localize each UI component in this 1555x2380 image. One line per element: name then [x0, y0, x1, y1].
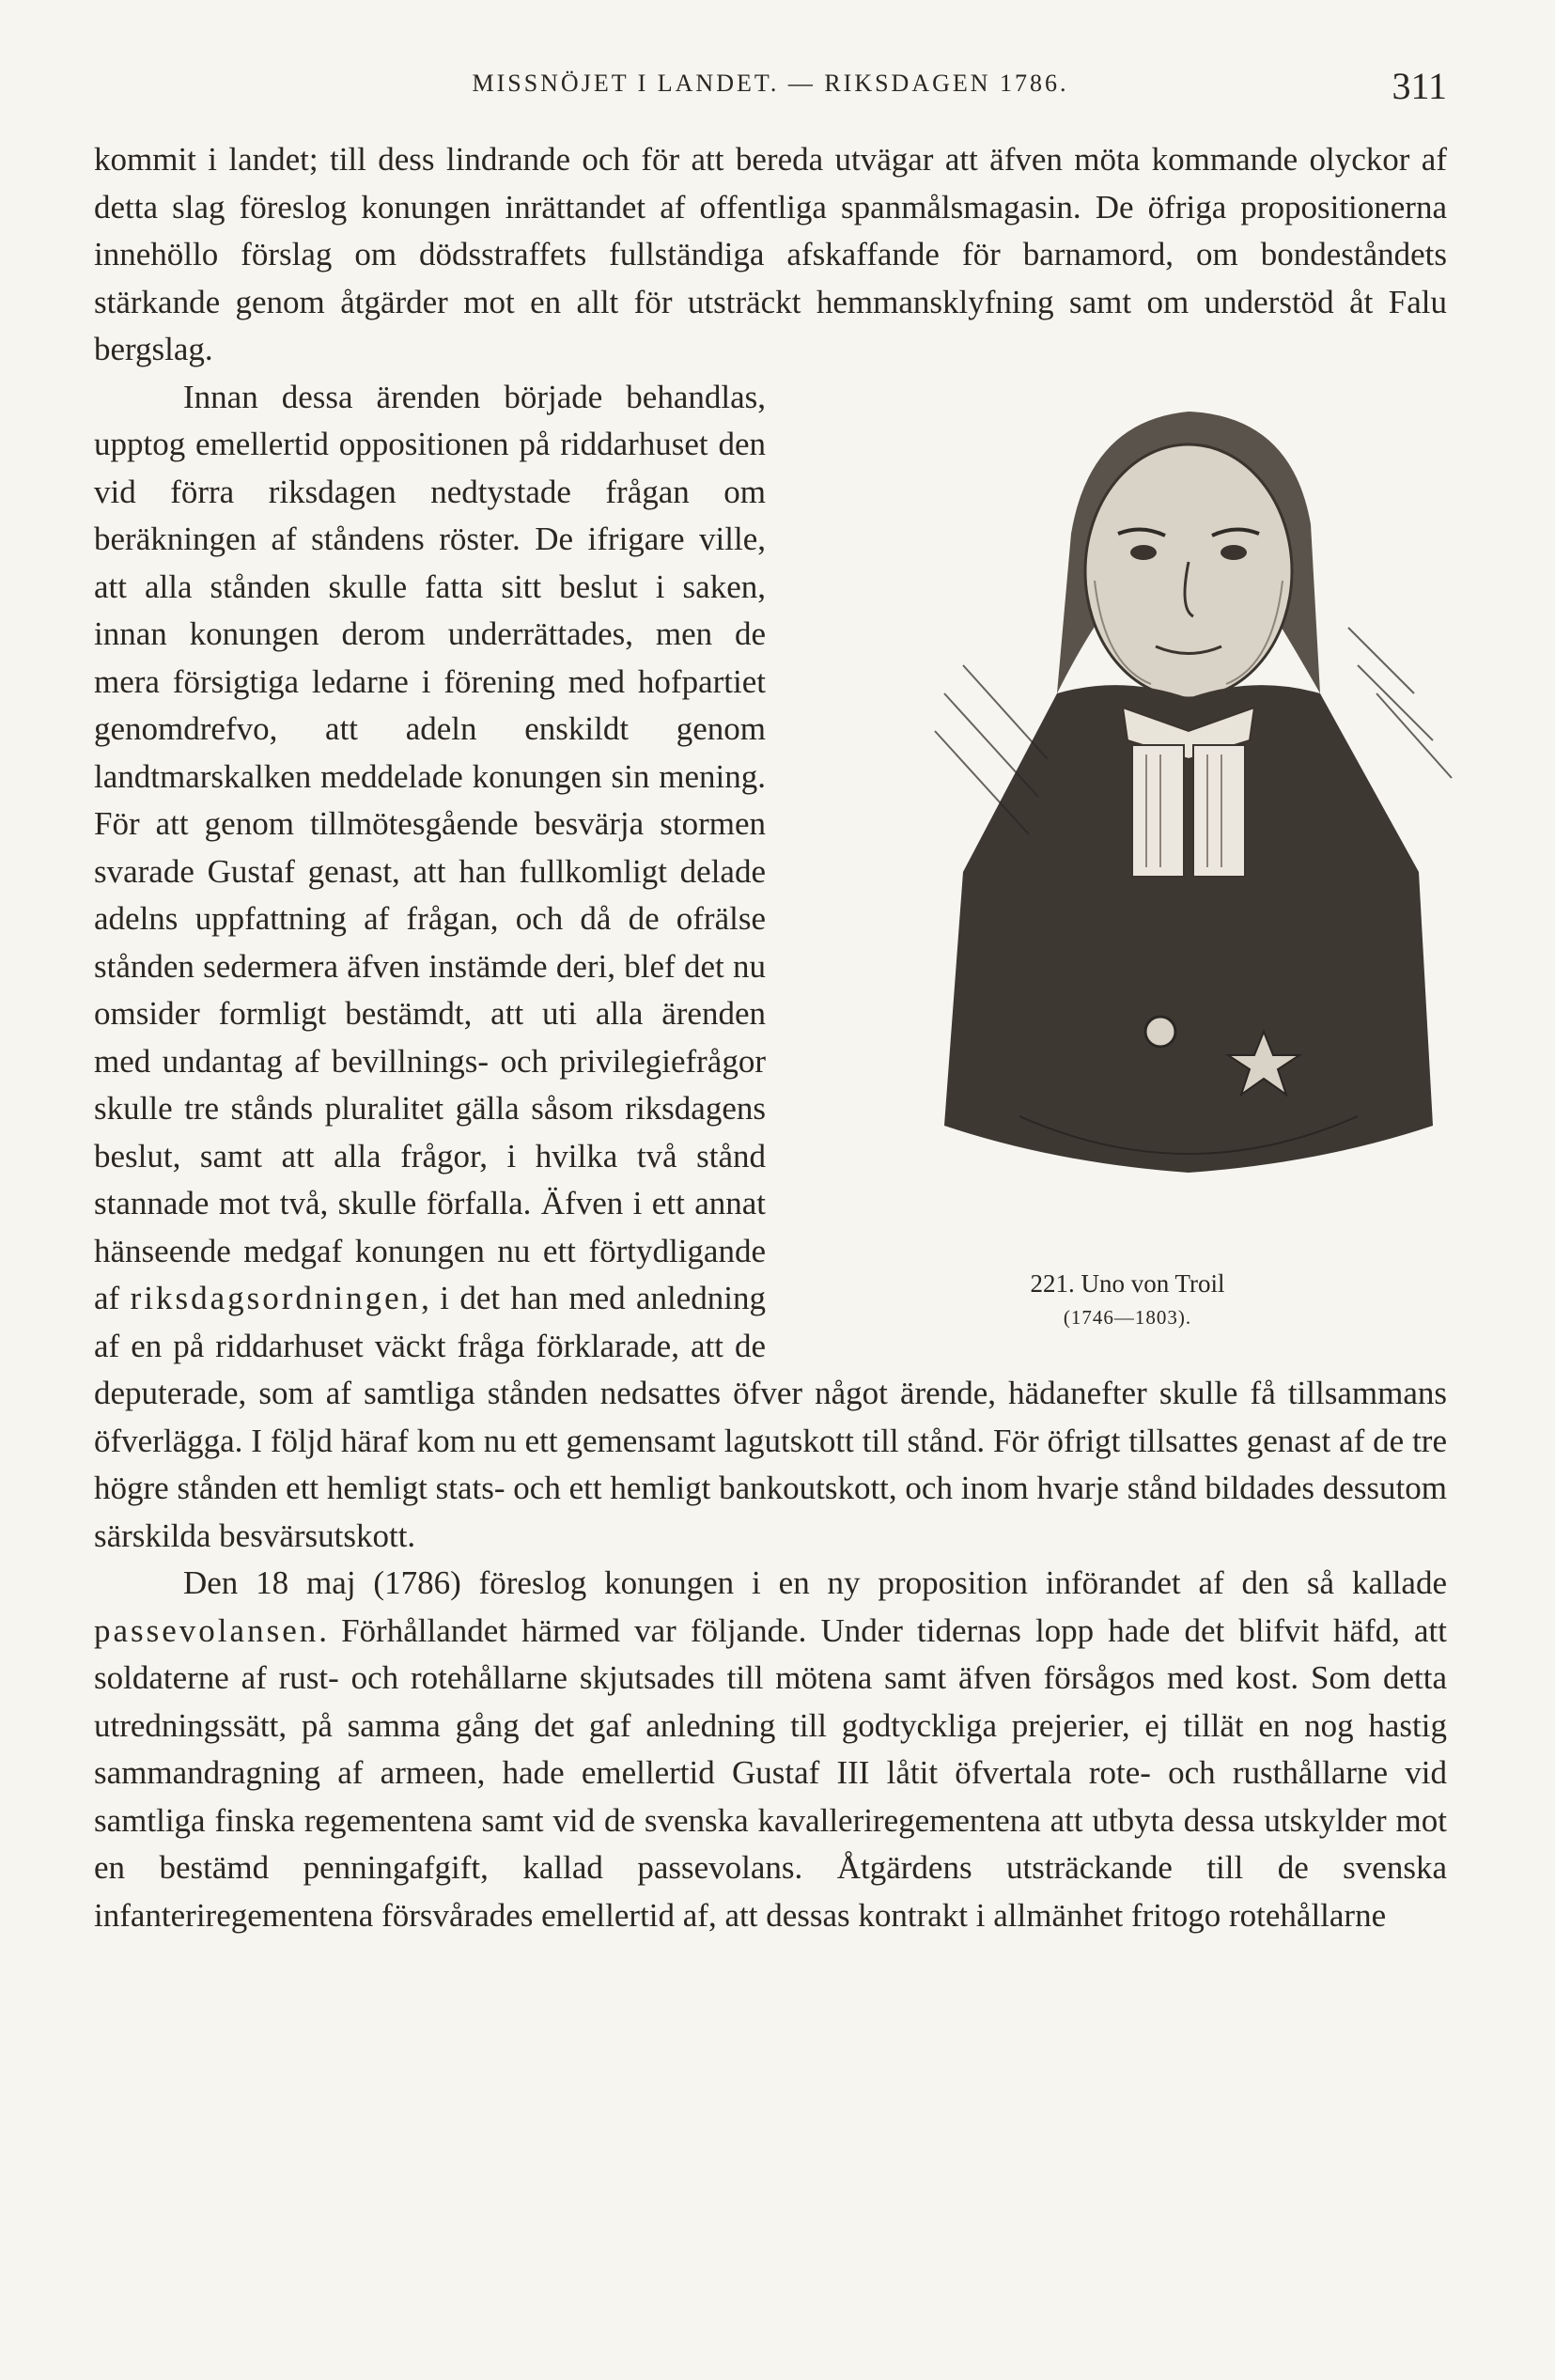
portrait-figure [794, 383, 1461, 1342]
figure-caption [794, 1267, 1461, 1334]
paragraph-2-spaced-term: riksdagsordningen [130, 1280, 422, 1316]
paragraph-3-spaced-term: passevolansen [94, 1611, 319, 1649]
portrait-engraving [907, 383, 1470, 1248]
running-title: MISSNÖJET I LANDET. — RIKSDAGEN 1786. [472, 70, 1069, 97]
running-head [94, 64, 1447, 120]
caption-dates: (1746—1803). [1063, 1305, 1192, 1329]
paragraph-1: kommit i landet; till dess lindrande och för att bereda utvägar att äfven möta kommande olyckor af detta slag föreslog konungen inrättandet af offentliga spanmålsmagasin. De öfriga propositionerna innehöllo förslag om dödsstraffets fullständiga afskaffande för barnamord, om bondeståndets stärkande genom åtgärder mot en allt för utsträckt hemmansklyfning samt om understöd åt Falu bergslag. [94, 141, 1447, 367]
paragraph-2-text: Innan dessa ärenden började behandlas, upptog emellertid oppositionen på riddarhuset den vid förra riksdagen nedtystade frågan om beräkningen af ståndens röster. De ifrigare ville, att alla stånden skulle fatta sitt beslut i saken, innan konungen derom underrättades, men de mera försigtiga ledarne i förening med hofpartiet genomdrefvo, att adeln enskildt genom landtmarskalken meddelade konungen sin mening. För att genom tillmötesgående besvärja stormen svarade Gustaf genast, att han fullkomligt delade adelns uppfattning af frågan, och då de ofrälse stånden sedermera äfven instämde deri, blef det nu omsider formligt bestämdt, att uti alla ärenden med undantag af bevillnings- och privilegiefrågor skulle tre stånds pluralitet gälla såsom riksdagens beslut, samt att alla frågor, i hvilka två stånd stannade mot två, skulle förfalla. Äfven i ett annat hänseende medgaf konungen nu ett förtydligande af [94, 378, 766, 1316]
paragraph-3-start: Den 18 maj (1786) föreslog konungen i en ny proposition införandet af den så kallade [183, 1564, 1447, 1601]
paragraph-2-rest: , i det han med anledning af en på riddarhuset väckt fråga förklarade, att de deputerade, som af samtliga stånden nedsattes öfver något ärende, hädanefter skulle få tillsammans öfverlägga. I följd häraf kom nu ett gemensamt lagutskott till stånd. För öfrigt tillsattes genast af de tre högre stånden ett hemligt stats- och ett hemligt bankoutskott, och inom hvarje stånd bildades dessutom särskilda besvärsutskott. [94, 1280, 1447, 1554]
body-text [94, 136, 1447, 1939]
paragraph-3-rest: . Förhållandet härmed var följande. Under tidernas lopp hade det blifvit häfd, att soldaterne af rust- och rotehållarne skjutsades till mötena samt äfven försågos med kost. Som detta utredningssätt, på samma gång det gaf anledning till godtyckliga prejerier, ej tillät en nog hastig sammandragning af armeen, hade emellertid Gustaf III låtit öfvertala rote- och rusthållarne vid samtliga finska regementena samt vid de svenska kavalleriregementena att utbyta dessa utskylder mot en bestämd penningafgift, kallad passevolans. Åtgärdens utsträckande till de svenska infanteriregementena försvårades emellertid af, att dessas kontrakt i allmänhet fritogo rotehållarne [94, 1611, 1447, 1934]
page-number: 311 [1392, 65, 1447, 107]
caption-title: 221. Uno von Troil [1030, 1268, 1225, 1298]
paragraph-3 [94, 1560, 1447, 1939]
